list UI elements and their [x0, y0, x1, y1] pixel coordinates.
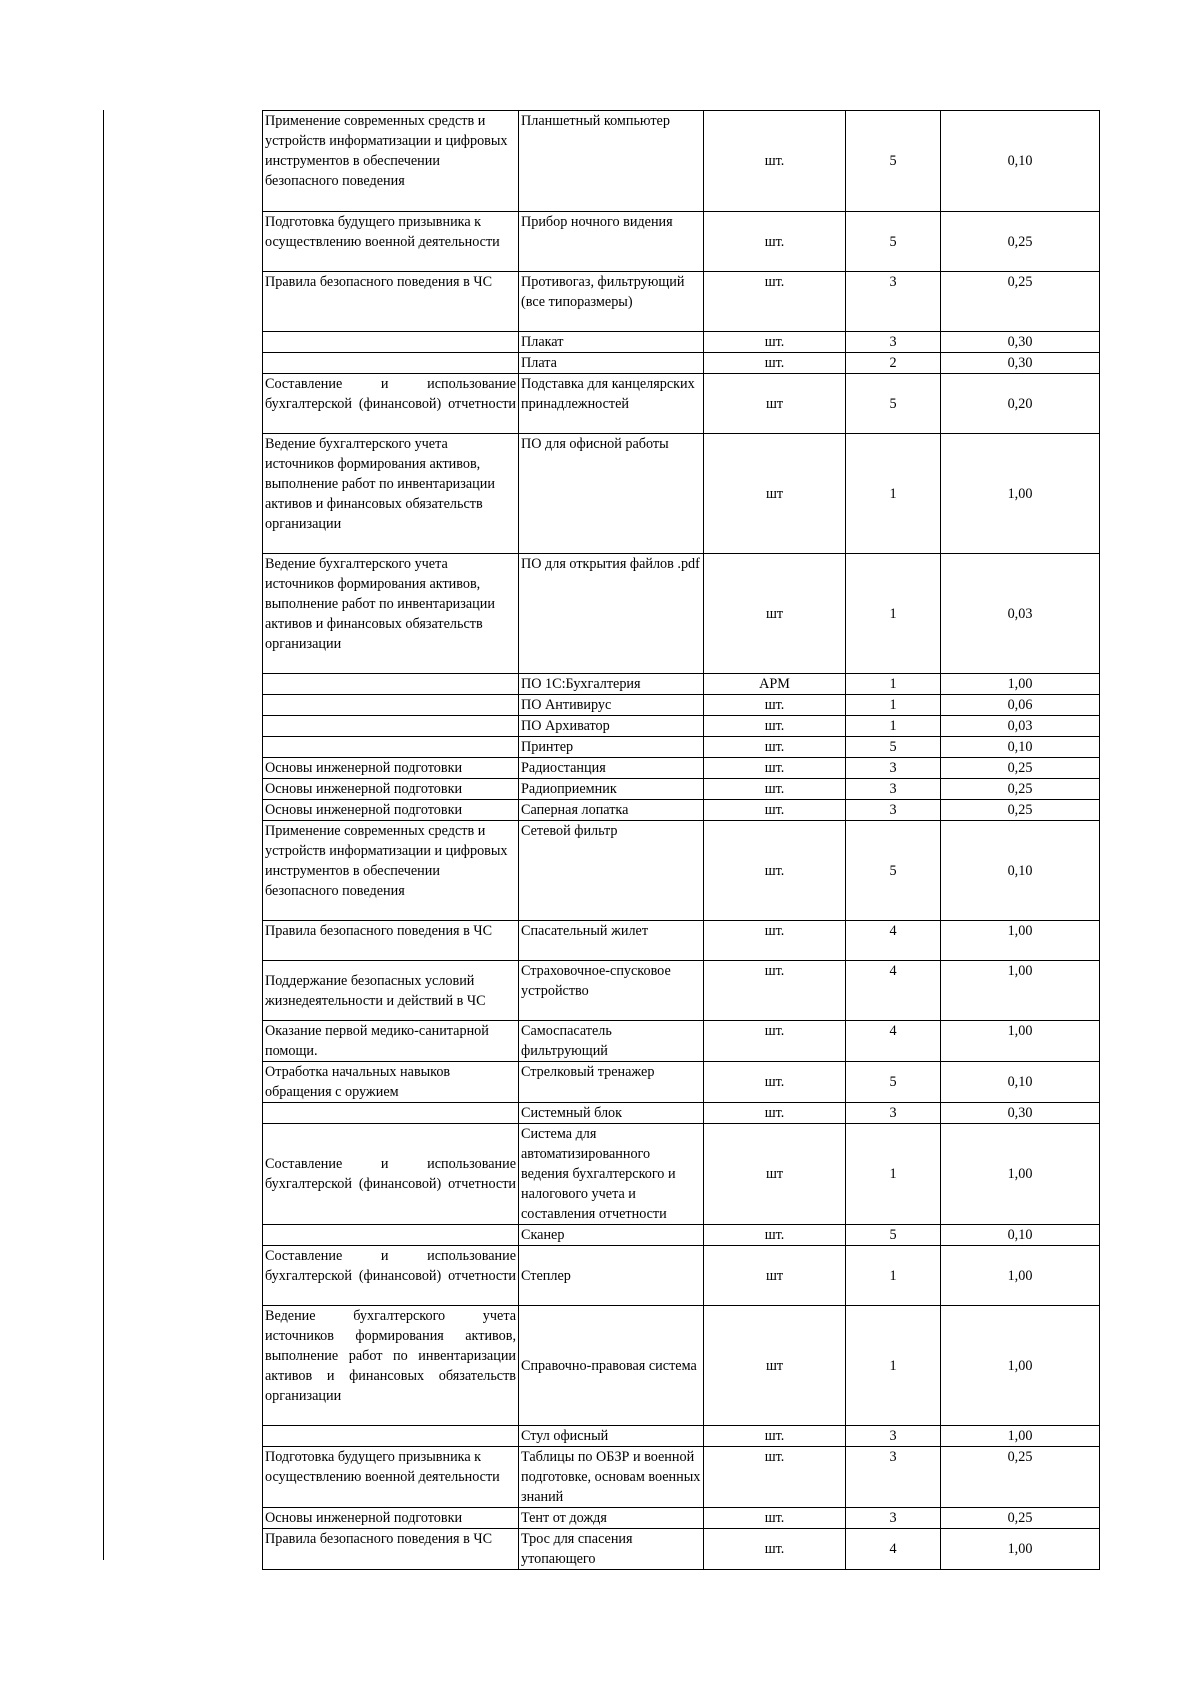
item-cell: ПО 1С:Бухгалтерия — [519, 674, 704, 695]
norm-cell: 1,00 — [941, 434, 1100, 554]
table-row — [263, 554, 1100, 674]
table-row — [263, 434, 1100, 554]
norm-cell: 0,25 — [941, 1447, 1100, 1508]
table-row — [263, 1306, 1100, 1426]
discipline-cell — [263, 737, 519, 758]
unit-cell: шт. — [704, 1508, 846, 1529]
unit-cell: шт — [704, 1306, 846, 1426]
quantity-cell: 5 — [846, 212, 941, 272]
table-row — [263, 1426, 1100, 1447]
norm-cell: 0,10 — [941, 1062, 1100, 1103]
item-cell: Саперная лопатка — [519, 800, 704, 821]
norm-cell: 1,00 — [941, 1306, 1100, 1426]
unit-cell: шт. — [704, 695, 846, 716]
table-row — [263, 272, 1100, 332]
norm-cell: 0,30 — [941, 332, 1100, 353]
table-row — [263, 821, 1100, 921]
unit-cell: шт — [704, 374, 846, 434]
unit-cell: шт. — [704, 737, 846, 758]
unit-cell: шт. — [704, 800, 846, 821]
table-row — [263, 1447, 1100, 1508]
quantity-cell: 3 — [846, 1447, 941, 1508]
quantity-cell: 3 — [846, 272, 941, 332]
quantity-cell: 3 — [846, 800, 941, 821]
quantity-cell: 3 — [846, 1508, 941, 1529]
unit-cell: шт. — [704, 1529, 846, 1570]
table-row — [263, 758, 1100, 779]
quantity-cell: 1 — [846, 434, 941, 554]
item-cell: ПО Архиватор — [519, 716, 704, 737]
quantity-cell: 2 — [846, 353, 941, 374]
norm-cell: 0,30 — [941, 353, 1100, 374]
norm-cell: 1,00 — [941, 1426, 1100, 1447]
quantity-cell: 4 — [846, 921, 941, 961]
quantity-cell: 4 — [846, 1021, 941, 1062]
item-cell: Прибор ночного видения — [519, 212, 704, 272]
unit-cell: АРМ — [704, 674, 846, 695]
item-cell: ПО для офисной работы — [519, 434, 704, 554]
table-row — [263, 332, 1100, 353]
quantity-cell: 1 — [846, 1124, 941, 1225]
item-cell: Страховочное-спусковое устройство — [519, 961, 704, 1021]
item-cell: ПО Антивирус — [519, 695, 704, 716]
unit-cell: шт. — [704, 1447, 846, 1508]
discipline-cell — [263, 716, 519, 737]
unit-cell: шт. — [704, 353, 846, 374]
item-cell: Таблицы по ОБЗР и военной подготовке, основам военных знаний — [519, 1447, 704, 1508]
norm-cell: 0,10 — [941, 737, 1100, 758]
discipline-cell: Составление и использование бухгалтерской (финансовой) отчетности — [263, 374, 519, 434]
discipline-cell — [263, 674, 519, 695]
table-row — [263, 1103, 1100, 1124]
quantity-cell: 3 — [846, 1426, 941, 1447]
norm-cell: 0,03 — [941, 716, 1100, 737]
table-row — [263, 1021, 1100, 1062]
discipline-cell: Правила безопасного поведения в ЧС — [263, 921, 519, 961]
unit-cell: шт. — [704, 1062, 846, 1103]
unit-cell: шт. — [704, 758, 846, 779]
norm-cell: 1,00 — [941, 921, 1100, 961]
table-row — [263, 1529, 1100, 1570]
discipline-cell — [263, 1103, 519, 1124]
item-cell: ПО для открытия файлов .pdf — [519, 554, 704, 674]
unit-cell: шт. — [704, 212, 846, 272]
item-cell: Планшетный компьютер — [519, 111, 704, 212]
quantity-cell: 1 — [846, 1306, 941, 1426]
item-cell: Система для автоматизированного ведения бухгалтерского и налогового учета и составления отчетности — [519, 1124, 704, 1225]
equipment-table — [262, 110, 1100, 1570]
unit-cell: шт. — [704, 821, 846, 921]
discipline-cell: Подготовка будущего призывника к осуществлению военной деятельности — [263, 212, 519, 272]
norm-cell: 0,10 — [941, 1225, 1100, 1246]
discipline-cell: Основы инженерной подготовки — [263, 758, 519, 779]
quantity-cell: 5 — [846, 737, 941, 758]
discipline-cell — [263, 695, 519, 716]
quantity-cell: 1 — [846, 695, 941, 716]
table-row — [263, 353, 1100, 374]
discipline-cell: Ведение бухгалтерского учета источников формирования активов, выполнение работ по инвентаризации активов и финансовых обязательств организации — [263, 1306, 519, 1426]
item-cell: Радиоприемник — [519, 779, 704, 800]
discipline-cell: Составление и использование бухгалтерской (финансовой) отчетности — [263, 1124, 519, 1225]
item-cell: Системный блок — [519, 1103, 704, 1124]
discipline-cell — [263, 1225, 519, 1246]
norm-cell: 0,25 — [941, 758, 1100, 779]
discipline-cell: Ведение бухгалтерского учета источников формирования активов, выполнение работ по инвентаризации активов и финансовых обязательств организации — [263, 554, 519, 674]
quantity-cell: 3 — [846, 1103, 941, 1124]
quantity-cell: 4 — [846, 1529, 941, 1570]
item-cell: Тент от дождя — [519, 1508, 704, 1529]
item-cell: Плата — [519, 353, 704, 374]
table-row — [263, 674, 1100, 695]
item-cell: Плакат — [519, 332, 704, 353]
item-cell: Подставка для канцелярских принадлежностей — [519, 374, 704, 434]
discipline-cell: Применение современных средств и устройств информатизации и цифровых инструментов в обеспечении безопасного поведения — [263, 111, 519, 212]
item-cell: Спасательный жилет — [519, 921, 704, 961]
norm-cell: 0,20 — [941, 374, 1100, 434]
table-row — [263, 212, 1100, 272]
unit-cell: шт. — [704, 961, 846, 1021]
norm-cell: 0,10 — [941, 111, 1100, 212]
norm-cell: 0,06 — [941, 695, 1100, 716]
norm-cell: 1,00 — [941, 1246, 1100, 1306]
item-cell: Стул офисный — [519, 1426, 704, 1447]
item-cell: Сетевой фильтр — [519, 821, 704, 921]
discipline-cell: Основы инженерной подготовки — [263, 779, 519, 800]
unit-cell: шт. — [704, 272, 846, 332]
table-row — [263, 800, 1100, 821]
table-row — [263, 961, 1100, 1021]
discipline-cell: Оказание первой медико-санитарной помощи. — [263, 1021, 519, 1062]
table-row — [263, 779, 1100, 800]
quantity-cell: 5 — [846, 374, 941, 434]
unit-cell: шт — [704, 1246, 846, 1306]
quantity-cell: 3 — [846, 779, 941, 800]
discipline-cell: Основы инженерной подготовки — [263, 1508, 519, 1529]
discipline-cell: Подготовка будущего призывника к осуществлению военной деятельности — [263, 1447, 519, 1508]
norm-cell: 1,00 — [941, 1529, 1100, 1570]
item-cell: Стрелковый тренажер — [519, 1062, 704, 1103]
discipline-cell: Применение современных средств и устройств информатизации и цифровых инструментов в обеспечении безопасного поведения — [263, 821, 519, 921]
quantity-cell: 1 — [846, 716, 941, 737]
unit-cell: шт. — [704, 332, 846, 353]
table-row — [263, 695, 1100, 716]
discipline-cell: Поддержание безопасных условий жизнедеятельности и действий в ЧС — [263, 961, 519, 1021]
quantity-cell: 1 — [846, 554, 941, 674]
unit-cell: шт — [704, 434, 846, 554]
unit-cell: шт. — [704, 1021, 846, 1062]
discipline-cell: Составление и использование бухгалтерской (финансовой) отчетности — [263, 1246, 519, 1306]
discipline-cell: Ведение бухгалтерского учета источников формирования активов, выполнение работ по инвентаризации активов и финансовых обязательств организации — [263, 434, 519, 554]
norm-cell: 0,25 — [941, 800, 1100, 821]
quantity-cell: 5 — [846, 111, 941, 212]
discipline-cell — [263, 353, 519, 374]
item-cell: Справочно-правовая система — [519, 1306, 704, 1426]
quantity-cell: 3 — [846, 758, 941, 779]
table-row — [263, 1508, 1100, 1529]
discipline-cell: Правила безопасного поведения в ЧС — [263, 272, 519, 332]
unit-cell: шт — [704, 1124, 846, 1225]
unit-cell: шт. — [704, 1426, 846, 1447]
unit-cell: шт. — [704, 921, 846, 961]
item-cell: Сканер — [519, 1225, 704, 1246]
table-row — [263, 921, 1100, 961]
discipline-cell: Отработка начальных навыков обращения с оружием — [263, 1062, 519, 1103]
item-cell: Трос для спасения утопающего — [519, 1529, 704, 1570]
table-row — [263, 1124, 1100, 1225]
quantity-cell: 5 — [846, 821, 941, 921]
table-row — [263, 737, 1100, 758]
norm-cell: 0,25 — [941, 272, 1100, 332]
unit-cell: шт. — [704, 111, 846, 212]
item-cell: Самоспасатель фильтрующий — [519, 1021, 704, 1062]
norm-cell: 1,00 — [941, 1124, 1100, 1225]
table-row — [263, 1062, 1100, 1103]
discipline-cell: Правила безопасного поведения в ЧС — [263, 1529, 519, 1570]
quantity-cell: 1 — [846, 1246, 941, 1306]
norm-cell: 0,30 — [941, 1103, 1100, 1124]
table-row — [263, 111, 1100, 212]
norm-cell: 0,03 — [941, 554, 1100, 674]
norm-cell: 1,00 — [941, 674, 1100, 695]
quantity-cell: 1 — [846, 674, 941, 695]
norm-cell: 0,10 — [941, 821, 1100, 921]
table-row — [263, 374, 1100, 434]
quantity-cell: 3 — [846, 332, 941, 353]
norm-cell: 1,00 — [941, 961, 1100, 1021]
unit-cell: шт. — [704, 1225, 846, 1246]
quantity-cell: 5 — [846, 1225, 941, 1246]
discipline-cell — [263, 1426, 519, 1447]
unit-cell: шт. — [704, 1103, 846, 1124]
item-cell: Радиостанция — [519, 758, 704, 779]
unit-cell: шт. — [704, 716, 846, 737]
discipline-cell — [263, 332, 519, 353]
table-row — [263, 1246, 1100, 1306]
margin-rule — [103, 110, 104, 1560]
quantity-cell: 5 — [846, 1062, 941, 1103]
quantity-cell: 4 — [846, 961, 941, 1021]
norm-cell: 0,25 — [941, 1508, 1100, 1529]
norm-cell: 1,00 — [941, 1021, 1100, 1062]
table-row — [263, 716, 1100, 737]
unit-cell: шт. — [704, 779, 846, 800]
norm-cell: 0,25 — [941, 212, 1100, 272]
discipline-cell: Основы инженерной подготовки — [263, 800, 519, 821]
unit-cell: шт — [704, 554, 846, 674]
item-cell: Противогаз, фильтрующий (все типоразмеры) — [519, 272, 704, 332]
norm-cell: 0,25 — [941, 779, 1100, 800]
item-cell: Степлер — [519, 1246, 704, 1306]
table-row — [263, 1225, 1100, 1246]
item-cell: Принтер — [519, 737, 704, 758]
